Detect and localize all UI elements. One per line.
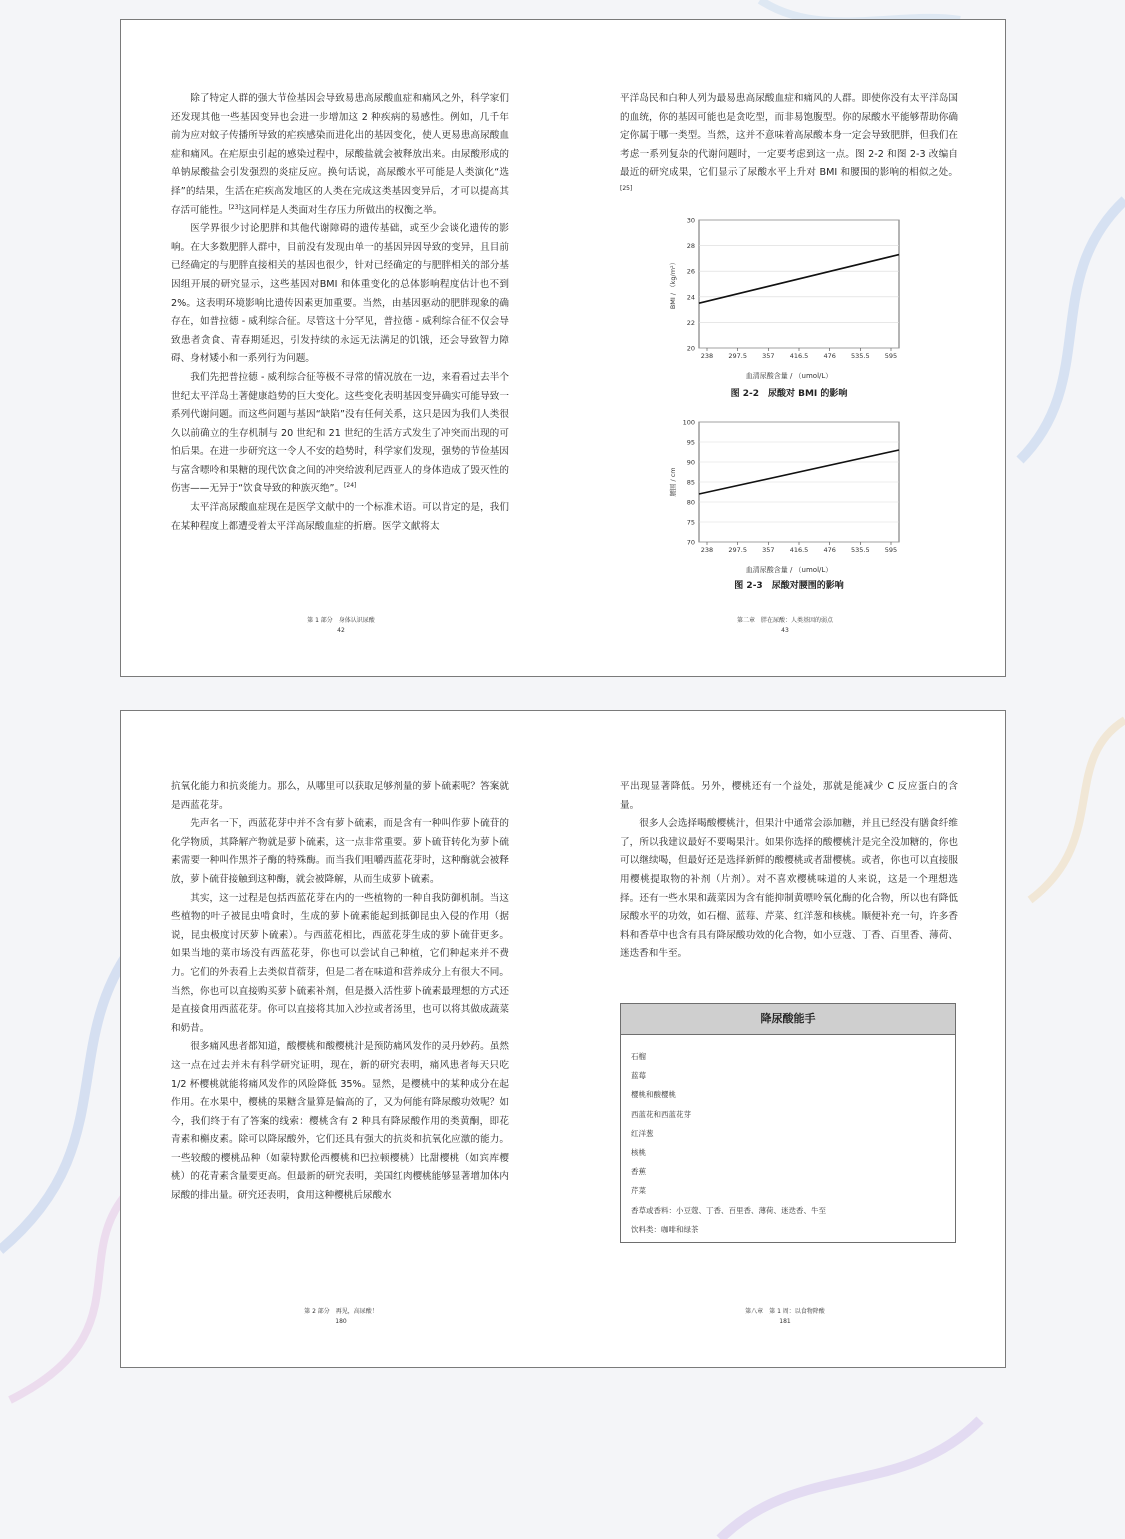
x-tick-label: 595 <box>884 352 898 360</box>
list-item: 香草或香料：小豆蔻、丁香、百里香、薄荷、迷迭香、牛至 <box>631 1205 826 1215</box>
left-page-text <box>171 90 509 536</box>
x-tick-label: 297.5 <box>728 352 747 360</box>
chart-waist-title: 图 2-3 尿酸对腰围的影响 <box>734 581 844 591</box>
y-tick-label: 100 <box>682 418 695 427</box>
page-footer-left: 第 1 部分 身体认识尿酸 42 <box>307 617 375 634</box>
paragraph: 平洋岛民和白种人列为最易患高尿酸血症和痛风的人群。即使你没有太平洋岛国的血统，你的基因可能也是贪吃型，而非易饱腹型。你的尿酸水平能够帮助你确定你属于哪一类型。当然，这并不意味着高尿酸本身一定会导致肥胖，但我们在考虑一系列复杂的代谢问题时，一定要考虑到这一点。图 2-2 和图 2-3 改编自最近的研究成果，它们显示了尿酸水平上升对 BMI 和腰围的影响的相似之处。[25] <box>620 93 958 192</box>
book-spread-bottom <box>120 710 1006 1368</box>
y-tick-label: 26 <box>686 267 695 276</box>
y-tick-label: 90 <box>686 458 695 467</box>
x-tick-label: 238 <box>700 352 714 360</box>
list-item: 蓝莓 <box>631 1071 646 1081</box>
paragraph: 平出现显著降低。另外，樱桃还有一个益处，那就是能减少 C 反应蛋白的含量。 <box>620 781 958 811</box>
plot-frame <box>699 220 899 348</box>
x-tick-label: 476 <box>823 546 836 554</box>
y-tick-label: 28 <box>686 242 695 251</box>
list-item: 西蓝花和西蓝花芽 <box>631 1109 691 1119</box>
y-axis-label: BMI / （kg/m²） <box>669 258 677 310</box>
chart-waist <box>661 416 921 564</box>
x-tick-label: 297.5 <box>728 546 747 554</box>
list-item: 香蕉 <box>631 1167 646 1177</box>
list-item: 芹菜 <box>631 1186 646 1196</box>
y-tick-label: 30 <box>686 216 695 225</box>
list-item: 樱桃和酸樱桃 <box>631 1090 676 1100</box>
x-tick-label: 238 <box>700 546 714 554</box>
y-tick-label: 70 <box>686 538 695 547</box>
book-spread-top <box>120 19 1006 677</box>
paragraph: 太平洋高尿酸血症现在是医学文献中的一个标准术语。可以肯定的是，我们在某种程度上都遭受着太平洋高尿酸血症的折磨。医学文献将太 <box>171 502 509 532</box>
paragraph: 医学界很少讨论肥胖和其他代谢障碍的遗传基础，或至少会谈化遗传的影响。在大多数肥胖人群中，目前没有发现由单一的基因异因导致的变异，且目前已经确定的与肥胖直接相关的基因也很少，针对已经确定的与肥胖相关的部分基因组开展的研究显示，这些基因对BMI 和体重变化的总体影响程度估计也不到 2%。这表明环境影响比遗传因素更加重要。当然，由基因驱动的肥胖现象的确存在，如普拉德 - 威利综合征。尽管这十分罕见，普拉德 - 威利综合征不仅会导致患者贪食、青春期延迟，引发持续的永远无法满足的饥饿，还会导致智力障碍、身材矮小和一系列行为问题。 <box>171 223 509 365</box>
list-item: 石榴 <box>631 1052 646 1061</box>
page-footer-left: 第 2 部分 再见，高尿酸！ 180 <box>304 1308 378 1325</box>
x-tick-label: 476 <box>823 352 836 360</box>
y-tick-label: 80 <box>686 498 695 507</box>
paragraph: 先声名一下，西蓝花芽中并不含有萝卜硫素，而是含有一种叫作萝卜硫苷的化学物质，其降解产物就是萝卜硫素，这一点非常重要。萝卜硫苷转化为萝卜硫素需要一种叫作黑芥子酶的特殊酶。而当我们咀嚼西蓝花芽时，这种酶就会被释放，萝卜硫苷接触到这种酶，就会被降解，从而生成萝卜硫素。 <box>171 818 509 885</box>
y-tick-label: 22 <box>686 318 695 327</box>
chart-bmi-xlabel: 血清尿酸含量 / （umol/L） <box>745 372 833 380</box>
paragraph: 其实，这一过程是包括西蓝花芽在内的一些植物的一种自我防御机制。当这些植物的叶子被昆虫啃食时，生成的萝卜硫素能起到抵御昆虫入侵的作用（据说，昆虫极度讨厌萝卜硫素）。与西蓝花相比，西蓝花芽生成的萝卜硫苷更多。如果当地的菜市场没有西蓝花芽，你也可以尝试自己种植，它们种起来并不费力。它们的外表看上去类似苜蓿芽，但是二者在味道和营养成分上有很大不同。当然，你也可以直接购买萝卜硫素补剂，但是摄入活性萝卜硫素最理想的方式还是直接食用西蓝花芽。你可以直接将其加入沙拉或者汤里，也可以将其做成蔬菜和奶昔。 <box>171 892 509 1034</box>
y-tick-label: 24 <box>686 293 695 302</box>
x-tick-label: 595 <box>884 546 898 554</box>
x-tick-label: 416.5 <box>789 546 809 554</box>
page-footer-right: 第二章 胖在尿酸：人类基因的弱点 43 <box>736 617 833 634</box>
list-item: 核桃 <box>631 1148 646 1158</box>
x-tick-label: 416.5 <box>789 352 809 360</box>
x-tick-label: 357 <box>762 352 775 360</box>
y-tick-label: 95 <box>686 438 695 447</box>
left-page-text <box>171 778 509 1206</box>
paragraph: 很多痛风患者都知道，酸樱桃和酸樱桃汁是预防痛风发作的灵丹妙药。虽然这一点在过去并未有科学研究证明，现在，新的研究表明，痛风患者每天只吃 1/2 杯樱桃就能将痛风发作的风险降低 35%。显然，是樱桃中的某种成分在起作用。在水果中，樱桃的果糖含量算是偏高的了，又为何能有降尿酸功效呢？如今，我们终于有了答案的线索：樱桃含有 2 种具有降尿酸作用的类黄酮，即花青素和槲皮素。除可以降尿酸外，它们还具有强大的抗炎和抗氧化应激的能力。一些较酸的樱桃品种（如蒙特默伦西樱桃和巴拉顿樱桃）比甜樱桃（如宾库樱桃）的花青素含量要更高。但最新的研究表明，美国红肉樱桃能够显著增加体内尿酸的排出量。研究还表明，食用这种樱桃后尿酸水 <box>171 1041 509 1202</box>
x-tick-label: 535.5 <box>851 352 870 360</box>
x-tick-label: 357 <box>762 546 775 554</box>
sidebar-title: 降尿酸能手 <box>621 1004 955 1035</box>
list-item: 饮料类：咖啡和绿茶 <box>631 1224 699 1234</box>
chart-bmi-title: 图 2-2 尿酸对 BMI 的影响 <box>730 389 848 399</box>
paragraph: 我们先把普拉德 - 威利综合征等极不寻常的情况放在一边，来看看过去半个世纪太平洋岛土著健康趋势的巨大变化。这些变化表明基因变异确实可能导致一系列代谢问题。而这些问题与基因“缺陷”没有任何关系，这只是因为我们人类很久以前确立的生存机制与 20 世纪和 21 世纪的生活方式发生了冲突而出现的可怕后果。在进一步研究这一令人不安的趋势时，科学家们发现，强势的节俭基因与富含嘌呤和果糖的现代饮食之间的冲突给波利尼西亚人的身体造成了毁灭性的伤害——无异于“饮食导致的种族灭绝”。[24] <box>171 371 509 495</box>
y-tick-label: 20 <box>686 344 695 353</box>
list-item: 红洋葱 <box>631 1128 654 1138</box>
paragraph: 除了特定人群的强大节俭基因会导致易患高尿酸血症和痛风之外，科学家们还发现其他一些基因变异也会进一步增加这 2 种疾病的易感性。例如，几千年前为应对蚊子传播所导致的疟疾感染而进化出的基因变化，使人更易患高尿酸血症和痛风。在疟原虫引起的感染过程中，尿酸盐就会被释放出来。由尿酸形成的单钠尿酸盐会引发强烈的炎症反应。换句话说，高尿酸水平可能是人类演化“选择”的结果，生活在疟疾高发地区的人类在完成这类基因变异后，才可以提高其存活可能性。[23]这同样是人类面对生存压力所做出的权衡之举。 <box>171 93 509 216</box>
paragraph: 抗氧化能力和抗炎能力。那么，从哪里可以获取足够剂量的萝卜硫素呢？答案就是西蓝花芽。 <box>171 781 509 811</box>
sidebar-list <box>621 1035 955 1239</box>
y-axis-label: 腰围 / cm <box>669 467 677 497</box>
chart-waist-xlabel: 血清尿酸含量 / （umol/L） <box>745 566 833 574</box>
right-page-text <box>620 778 958 964</box>
y-tick-label: 85 <box>686 478 695 487</box>
x-tick-label: 535.5 <box>851 546 870 554</box>
paragraph: 很多人会选择喝酸樱桃汁，但果汁中通常会添加糖，并且已经没有膳食纤维了，所以我建议最好不要喝果汁。如果你选择的酸樱桃汁是完全没加糖的，你也可以继续喝，但最好还是选择新鲜的酸樱桃或者甜樱桃。或者，你也可以直接服用樱桃提取物的补剂（片剂）。对不喜欢樱桃味道的人来说，这是一个理想选择。还有一些水果和蔬菜因为含有能抑制黄嘌呤氧化酶的化合物，所以也有降低尿酸水平的功效，如石榴、蓝莓、芹菜、红洋葱和核桃。顺便补充一句，许多香料和香草中也含有具有降尿酸功效的化合物，如小豆蔻、丁香、百里香、薄荷、迷迭香和牛至。 <box>620 818 958 960</box>
right-page-text <box>620 90 958 202</box>
sidebar-box <box>620 1003 956 1243</box>
y-tick-label: 75 <box>686 518 695 527</box>
page-footer-right: 第八章 第 1 周：以食物降酸 181 <box>745 1308 825 1325</box>
chart-bmi <box>661 214 921 384</box>
